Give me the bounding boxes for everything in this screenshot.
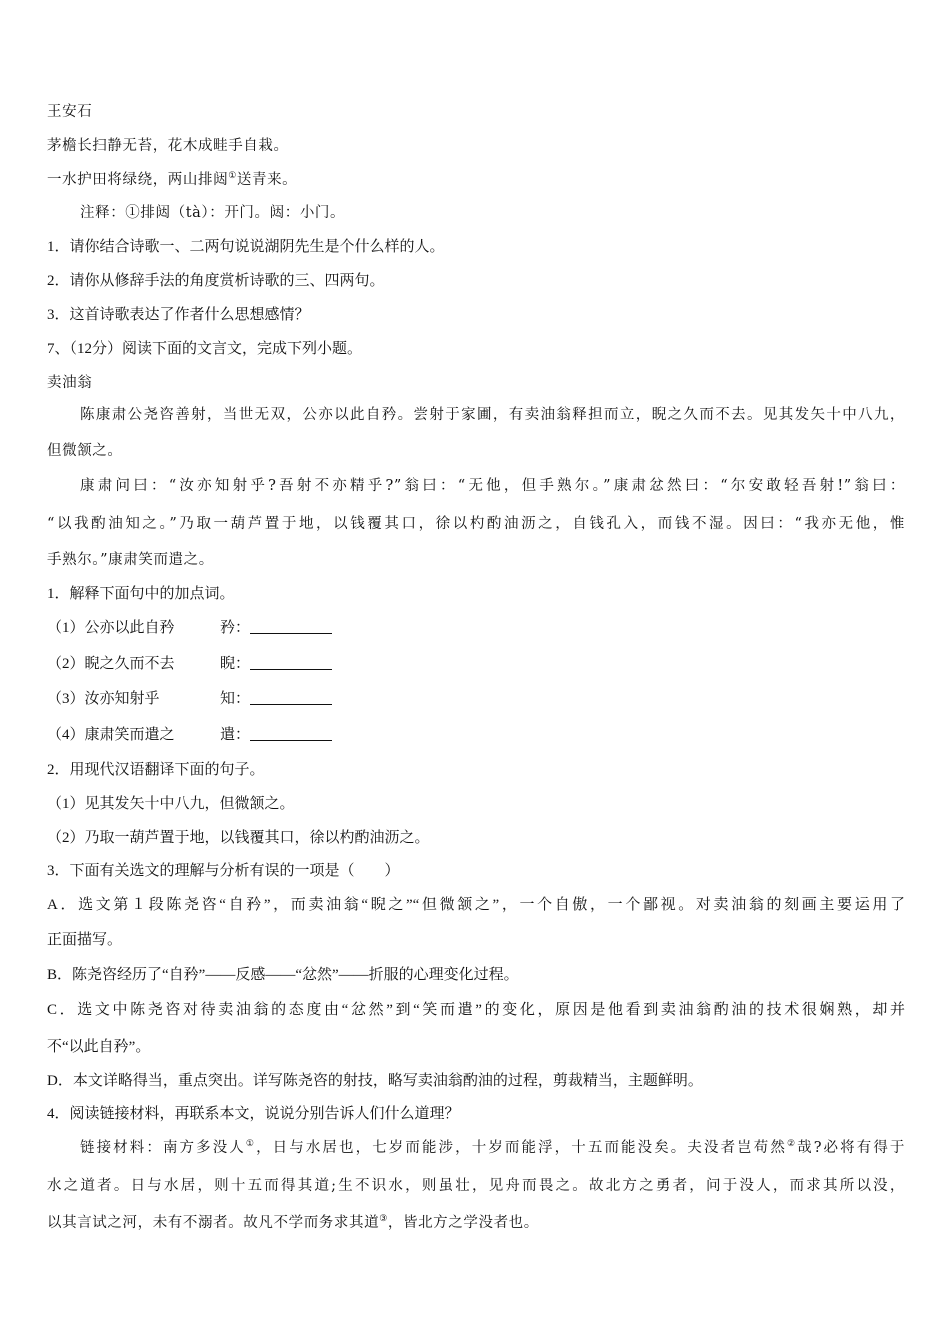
q3-option-a-line-1: A．选文第１段陈尧咨“自矜”，而卖油翁“睨之”“但微颔之”，一个自傲，一个鄙视。对卖油翁的刻画主要运用了 [47, 897, 905, 913]
q3-option-a-line-2: 正面描写。 [47, 932, 123, 948]
q1-item-3: （3）汝亦知射乎 知： [47, 689, 332, 709]
passage-p2-line-1: 康肃问曰：“汝亦知射乎?吾射不亦精乎?”翁曰：“无他，但手熟尔。”康肃忿然曰：“尔安敢轻吾射!”翁曰： [80, 478, 905, 494]
q4-material-line-2: 水之道者。日与水居，则十五而得其道;生不识水，则虽壮，见舟而畏之。故北方之勇者，问于没人，而求其所以没， [47, 1178, 905, 1194]
q3-option-c-line-1: C．选文中陈尧咨对待卖油翁的态度由“忿然”到“笑而遣”的变化，原因是他看到卖油翁酌油的技术很娴熟，却并 [47, 1002, 905, 1018]
q1-prompt: 1．解释下面句中的加点词。 [47, 586, 235, 602]
passage-p1-line-1: 陈康肃公尧咨善射，当世无双，公亦以此自矜。尝射于家圃，有卖油翁释担而立，睨之久而不去。见其发矢十中八九， [80, 407, 905, 423]
poem-note: 注释：①排闼（tà）：开门。闼：小门。 [80, 205, 346, 221]
q3-prompt: 3．下面有关选文的理解与分析有误的一项是（ ） [47, 863, 400, 879]
q4-prompt: 4．阅读链接材料，再联系本文，说说分别告诉人们什么道理？ [47, 1106, 460, 1122]
poem-question-3: 3．这首诗歌表达了作者什么思想感情？ [47, 307, 310, 323]
poem-line-1: 茅檐长扫静无苔，花木成畦手自栽。 [47, 138, 289, 154]
q4-material-line-3: 以其言试之河，未有不溺者。故凡不学而务求其道③，皆北方之学没者也。 [47, 1214, 539, 1231]
q2-prompt: 2．用现代汉语翻译下面的句子。 [47, 762, 265, 778]
answer-blank[interactable] [250, 655, 332, 670]
passage-p1-line-2: 但微颔之。 [47, 443, 123, 459]
q4-material-line-1: 链接材料：南方多没人①，日与水居也，七岁而能涉，十岁而能浮，十五而能没矣。夫没者岂苟然②哉?必将有得于 [80, 1139, 906, 1156]
poem-question-1: 1．请你结合诗歌一、二两句说说湖阴先生是个什么样的人。 [47, 239, 445, 255]
answer-blank[interactable] [250, 619, 332, 634]
poem-author: 王安石 [47, 104, 93, 120]
passage-p2-line-2: “以我酌油知之。”乃取一葫芦置于地，以钱覆其口，徐以杓酌油沥之，自钱孔入，而钱不湿。因曰：“我亦无他，惟 [47, 516, 905, 532]
q3-option-b: B．陈尧咨经历了“自矜”——反感——“忿然”——折服的心理变化过程。 [47, 967, 519, 983]
q1-item-1: （1）公亦以此自矜 矜： [47, 618, 332, 638]
q1-item-2: （2）睨之久而不去 睨： [47, 654, 332, 674]
q3-option-d: D．本文详略得当，重点突出。详写陈尧咨的射技，略写卖油翁酌油的过程，剪裁精当，主题鲜明。 [47, 1073, 703, 1089]
q2-item-1: （1）见其发矢十中八九，但微颔之。 [47, 796, 295, 812]
passage-p2-line-3: 手熟尔。”康肃笑而遣之。 [47, 552, 214, 568]
passage-title: 卖油翁 [47, 375, 93, 391]
q7-header: 7、（12分）阅读下面的文言文，完成下列小题。 [47, 341, 363, 357]
poem-line-2: 一水护田将绿绕，两山排闼①送青来。 [47, 171, 298, 188]
answer-blank[interactable] [250, 690, 332, 705]
answer-blank[interactable] [250, 726, 332, 741]
poem-question-2: 2．请你从修辞手法的角度赏析诗歌的三、四两句。 [47, 273, 385, 289]
q1-item-4: （4）康肃笑而遣之 遣： [47, 725, 332, 745]
q2-item-2: （2）乃取一葫芦置于地，以钱覆其口，徐以杓酌油沥之。 [47, 830, 430, 846]
q3-option-c-line-2: 不“以此自矜”。 [47, 1039, 151, 1055]
